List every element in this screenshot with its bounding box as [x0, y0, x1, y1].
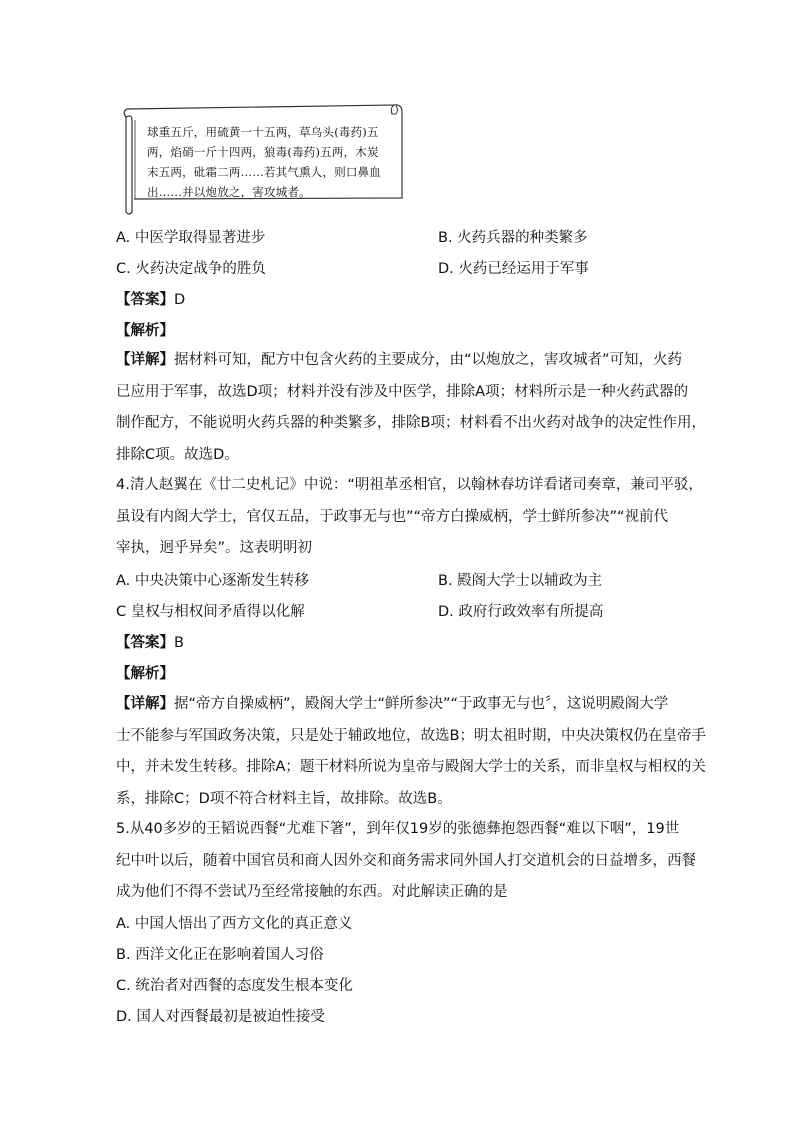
detail-line: 据“帝方自操威柄”，殿阁大学士“鲜所参决”“于政事无与也〞，这说明殿阁大学 [174, 696, 669, 712]
q4-detail [116, 689, 706, 815]
stem-line: 虽设有内阁大学士，官仅五品，于政事无与也”“帝方白操威柄，学士鲜所参决”“视前代 [116, 508, 669, 525]
scroll-text [147, 122, 399, 202]
answer-label: 【答案】 [116, 292, 174, 308]
detail-line: 已应用于军事，故选D项；材料并没有涉及中医学，排除A项；材料所示是一种火药武器的 [116, 383, 689, 400]
q4-option-d: D. 政府行政效率有所提高 [438, 604, 604, 620]
q3-detail [116, 345, 706, 471]
stem-line: 4.清人赵翼在《廿二史札记》中说：“明祖革丞相官，以翰林春坊详看诸司奏章，兼司平驳， [116, 477, 703, 493]
stem-line: 纪中叶以后，随着中国官员和商人因外交和商务需求同外国人打交道机会的日益增多，西餐 [116, 852, 696, 869]
detail-line: 中，并未发生转移。排除A；题干材料所说为皇帝与殿阁大学士的关系，而非皇权与相权的关 [116, 759, 706, 775]
q5-option-d: D. 国人对西餐最初是被迫性接受 [116, 1009, 325, 1025]
q3-option-b: B. 火药兵器的种类繁多 [438, 230, 588, 246]
q4-analysis-label: 【解析】 [116, 666, 174, 682]
detail-label: 【详解】 [116, 352, 174, 368]
stem-line: 宰执，迥乎异矣”。这表明明初 [116, 540, 313, 556]
q4-answer [116, 634, 184, 652]
q3-option-c: C. 火药决定战争的胜负 [116, 261, 266, 277]
detail-line: 制作配方，不能说明火药兵器的种类繁多，排除B项；材料看不出火药对战争的决定性作用， [116, 415, 706, 431]
detail-line: 士不能参与军国政务决策，只是处于辅政地位，故选B；明太祖时期，中央决策权仍在皇帝手 [116, 727, 706, 744]
q3-analysis-label: 【解析】 [116, 323, 174, 339]
q3-option-a: A. 中医学取得显著进步 [116, 230, 266, 246]
q4-option-c: C 皇权与相权间矛盾得以化解 [116, 604, 305, 620]
q3-answer [116, 291, 185, 309]
q5-option-c: C. 统治者对西餐的态度发生根本变化 [116, 978, 353, 994]
q5-stem [116, 814, 696, 909]
answer-label: 【答案】 [116, 635, 174, 651]
answer-value: D [174, 292, 186, 308]
scroll-line: 末五两，砒霜二两……若其气熏人，则口鼻血 [147, 165, 381, 179]
stem-line: 5.从40多岁的王韬说西餐“尤难下箸”，到年仅19岁的张德彝抱怨西餐“难以下咽”，19世 [116, 821, 680, 837]
answer-value: B [174, 635, 184, 651]
detail-line: 排除C项。故选D。 [116, 446, 239, 463]
q5-option-b: B. 西洋文化正在影响着国人习俗 [116, 947, 324, 963]
q4-option-a: A. 中央决策中心逐渐发生转移 [116, 573, 309, 589]
detail-label: 【详解】 [116, 696, 174, 712]
detail-line: 据材料可知，配方中包含火药的主要成分，由“以炮放之，害攻城者”可知，火药 [174, 352, 683, 368]
q4-stem [116, 470, 703, 565]
q3-option-d: D. 火药已经运用于军事 [438, 261, 589, 277]
scroll-material-image [120, 100, 405, 215]
detail-line: 系，排除C；D项不符合材料主旨，故排除。故选B。 [116, 790, 452, 807]
stem-line: 成为他们不得不尝试乃至经常接触的东西。对此解读正确的是 [116, 884, 508, 900]
q5-option-a: A. 中国人悟出了西方文化的真正意义 [116, 916, 353, 932]
scroll-line: 球重五斤，用硫黄一十五两，草乌头(毒药)五 [147, 125, 379, 139]
scroll-line: 两，焰硝一斤十四两，狼毒(毒药)五两，木炭 [147, 145, 379, 159]
q4-option-b: B. 殿阁大学士以辅政为主 [438, 573, 603, 589]
scroll-line: 出……并以炮放之，害攻城者。 [147, 185, 311, 199]
